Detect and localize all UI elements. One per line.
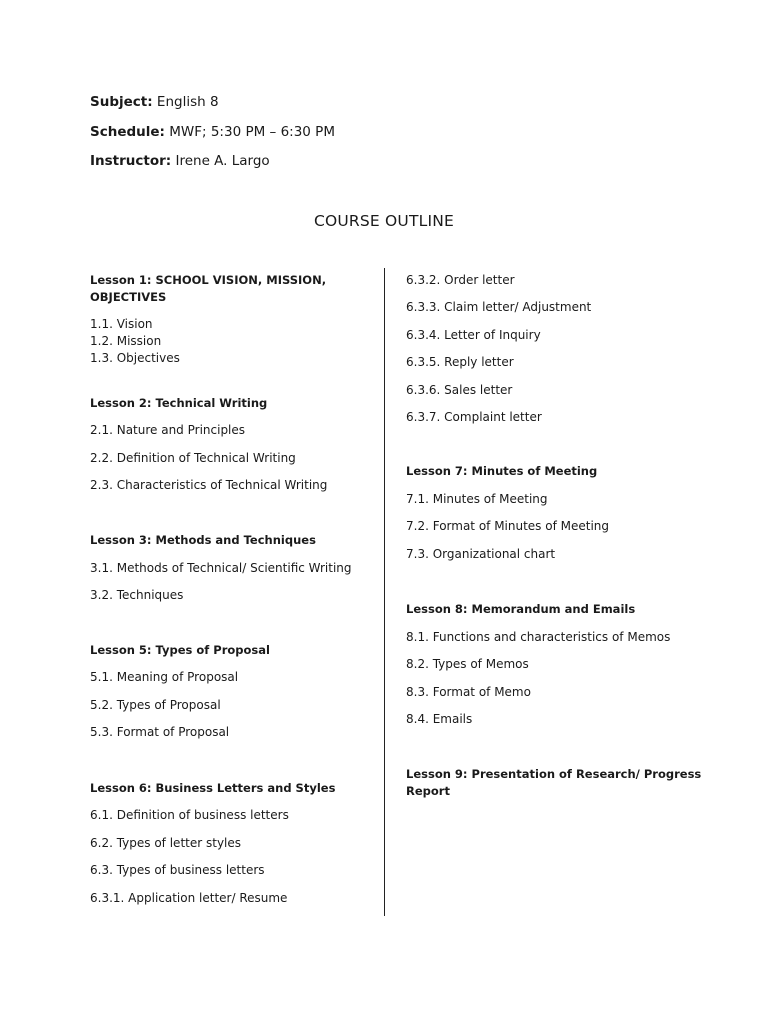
outline-item: 6.3. Types of business letters [90, 863, 265, 877]
schedule-line [90, 123, 335, 141]
subject-label: Subject: [90, 94, 153, 110]
outline-item: 1.3. Objectives [90, 351, 180, 365]
lesson-heading: Lesson 2: Technical Writing [90, 396, 268, 410]
outline-item: 5.1. Meaning of Proposal [90, 670, 239, 684]
instructor-value: Irene A. Largo [171, 153, 270, 169]
outline-item: 8.2. Types of Memos [406, 657, 529, 671]
outline-item: 6.3.7. Complaint letter [406, 410, 542, 424]
subject-line [90, 93, 219, 111]
outline-item: 8.1. Functions and characteristics of Memos [406, 630, 671, 644]
outline-item: 3.1. Methods of Technical/ Scientific Writing [90, 561, 352, 575]
outline-item: 6.2. Types of letter styles [90, 836, 242, 850]
outline-item: 3.2. Techniques [90, 588, 184, 602]
outline-item: 6.3.5. Reply letter [406, 355, 514, 369]
outline-item: 6.3.3. Claim letter/ Adjustment [406, 300, 592, 314]
schedule-label: Schedule: [90, 124, 165, 140]
schedule-value: MWF; 5:30 PM – 6:30 PM [164, 124, 335, 140]
lesson-heading: Lesson 5: Types of Proposal [90, 643, 270, 657]
outline-item: 8.3. Format of Memo [406, 685, 531, 699]
outline-item: 6.3.2. Order letter [406, 273, 515, 287]
subject-value: English 8 [152, 94, 219, 110]
outline-item: 2.2. Definition of Technical Writing [90, 451, 296, 465]
lesson-heading: OBJECTIVES [90, 290, 167, 304]
outline-item: 7.2. Format of Minutes of Meeting [406, 519, 610, 533]
lesson-heading: Report [406, 784, 450, 798]
outline-item: 6.3.1. Application letter/ Resume [90, 891, 288, 905]
outline-item: 2.3. Characteristics of Technical Writing [90, 478, 328, 492]
outline-item: 8.4. Emails [406, 712, 473, 726]
lesson-heading: Lesson 3: Methods and Techniques [90, 533, 316, 547]
instructor-label: Instructor: [90, 153, 172, 169]
lesson-heading: Lesson 8: Memorandum and Emails [406, 602, 636, 616]
outline-item: 2.1. Nature and Principles [90, 423, 246, 437]
outline-item: 1.1. Vision [90, 317, 153, 331]
outline-item: 7.3. Organizational chart [406, 547, 556, 561]
outline-item: 1.2. Mission [90, 334, 162, 348]
lesson-heading: Lesson 6: Business Letters and Styles [90, 781, 336, 795]
instructor-line [90, 152, 270, 170]
outline-item: 6.3.6. Sales letter [406, 383, 513, 397]
page-title: COURSE OUTLINE [313, 212, 455, 230]
outline-item: 5.2. Types of Proposal [90, 698, 221, 712]
column-divider [384, 268, 385, 916]
lesson-heading: Lesson 9: Presentation of Research/ Progress [406, 767, 702, 781]
outline-item: 7.1. Minutes of Meeting [406, 492, 548, 506]
outline-item: 5.3. Format of Proposal [90, 725, 230, 739]
lesson-heading: Lesson 1: SCHOOL VISION, MISSION, [90, 273, 327, 287]
lesson-heading: Lesson 7: Minutes of Meeting [406, 464, 598, 478]
outline-item: 6.1. Definition of business letters [90, 808, 289, 822]
outline-item: 6.3.4. Letter of Inquiry [406, 328, 541, 342]
